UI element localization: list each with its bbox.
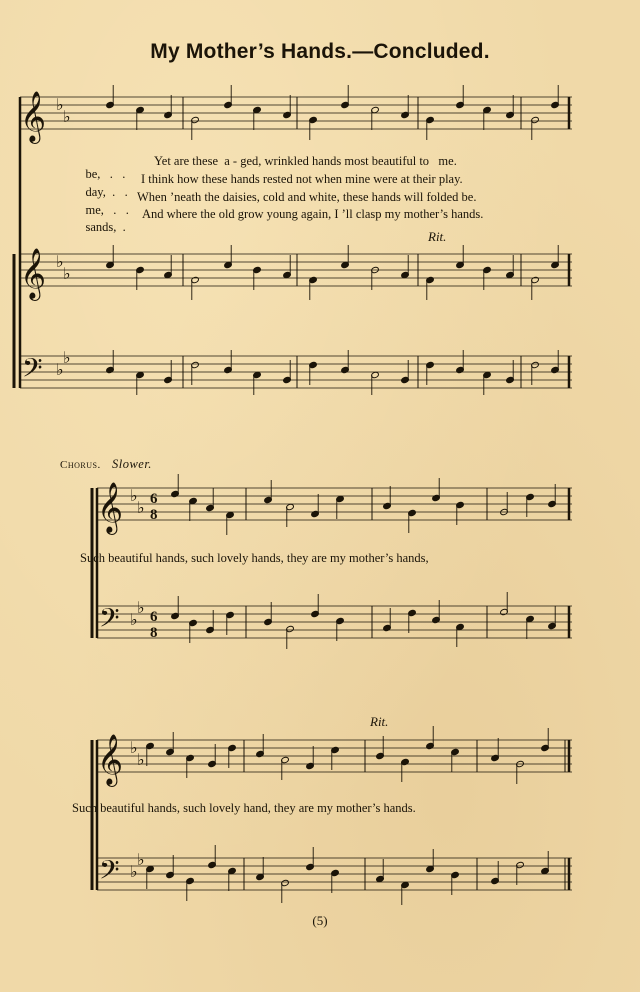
lyric-lead: me, . . [85,202,129,217]
treble-clef-icon: 𝄞 [97,482,124,533]
time-signature-top: 6 [150,609,158,625]
flat-icon: ♭ [130,738,138,757]
flat-icon: ♭ [137,498,145,517]
lyric-lead: sands, . [85,219,126,234]
lyric-lead: be, . . [85,166,126,181]
time-signature-bottom: 8 [150,625,158,641]
lyric-text-4: And where the old grow young again, I ’ll clasp my mother’s hands. [142,207,484,221]
time-signature-top: 6 [150,491,158,507]
flat-icon: ♭ [137,750,145,769]
ritardando-marking-2: Rit. [370,714,389,729]
lyric-lead: day, . . [85,184,128,199]
flat-icon: ♭ [130,862,138,881]
flat-icon: ♭ [56,360,64,379]
chorus-lyric-2: Such beautiful hands, such lovely hand, they are my mother’s hands. [72,801,416,815]
flat-icon: ♭ [63,264,71,283]
flat-icon: ♭ [56,95,64,114]
chorus-word: Chorus. [60,459,101,471]
lyric-text-3: When ’neath the daisies, cold and white, these hands will folded be. [137,190,477,204]
treble-clef-icon: 𝄞 [20,248,47,299]
lyric-line-4 [73,208,126,246]
bass-clef-icon: 𝄢 [99,854,120,892]
flat-icon: ♭ [130,486,138,505]
lyric-text-2: I think how these hands rested not when mine were at their play. [141,172,463,186]
flat-icon: ♭ [63,107,71,126]
chorus-label [60,457,152,472]
flat-icon: ♭ [137,598,145,617]
time-signature-bottom: 8 [150,507,158,523]
lyric-text-1: Yet are these a - ged, wrinkled hands most beautiful to me. [154,154,457,168]
treble-clef-icon: 𝄞 [20,91,47,142]
treble-clef-icon: 𝄞 [97,734,124,785]
tempo-marking: Slower. [111,457,152,471]
flat-icon: ♭ [63,348,71,367]
chorus-lyric-1: Such beautiful hands, such lovely hands, they are my mother’s hands, [80,551,429,565]
flat-icon: ♭ [130,610,138,629]
bass-clef-icon: 𝄢 [22,352,43,390]
flat-icon: ♭ [56,252,64,271]
page-number: (5) [312,913,328,928]
bass-clef-icon: 𝄢 [99,602,120,640]
song-title: My Mother’s Hands.—Concluded. [150,40,490,63]
ritardando-marking: Rit. [428,229,447,244]
flat-icon: ♭ [137,850,145,869]
